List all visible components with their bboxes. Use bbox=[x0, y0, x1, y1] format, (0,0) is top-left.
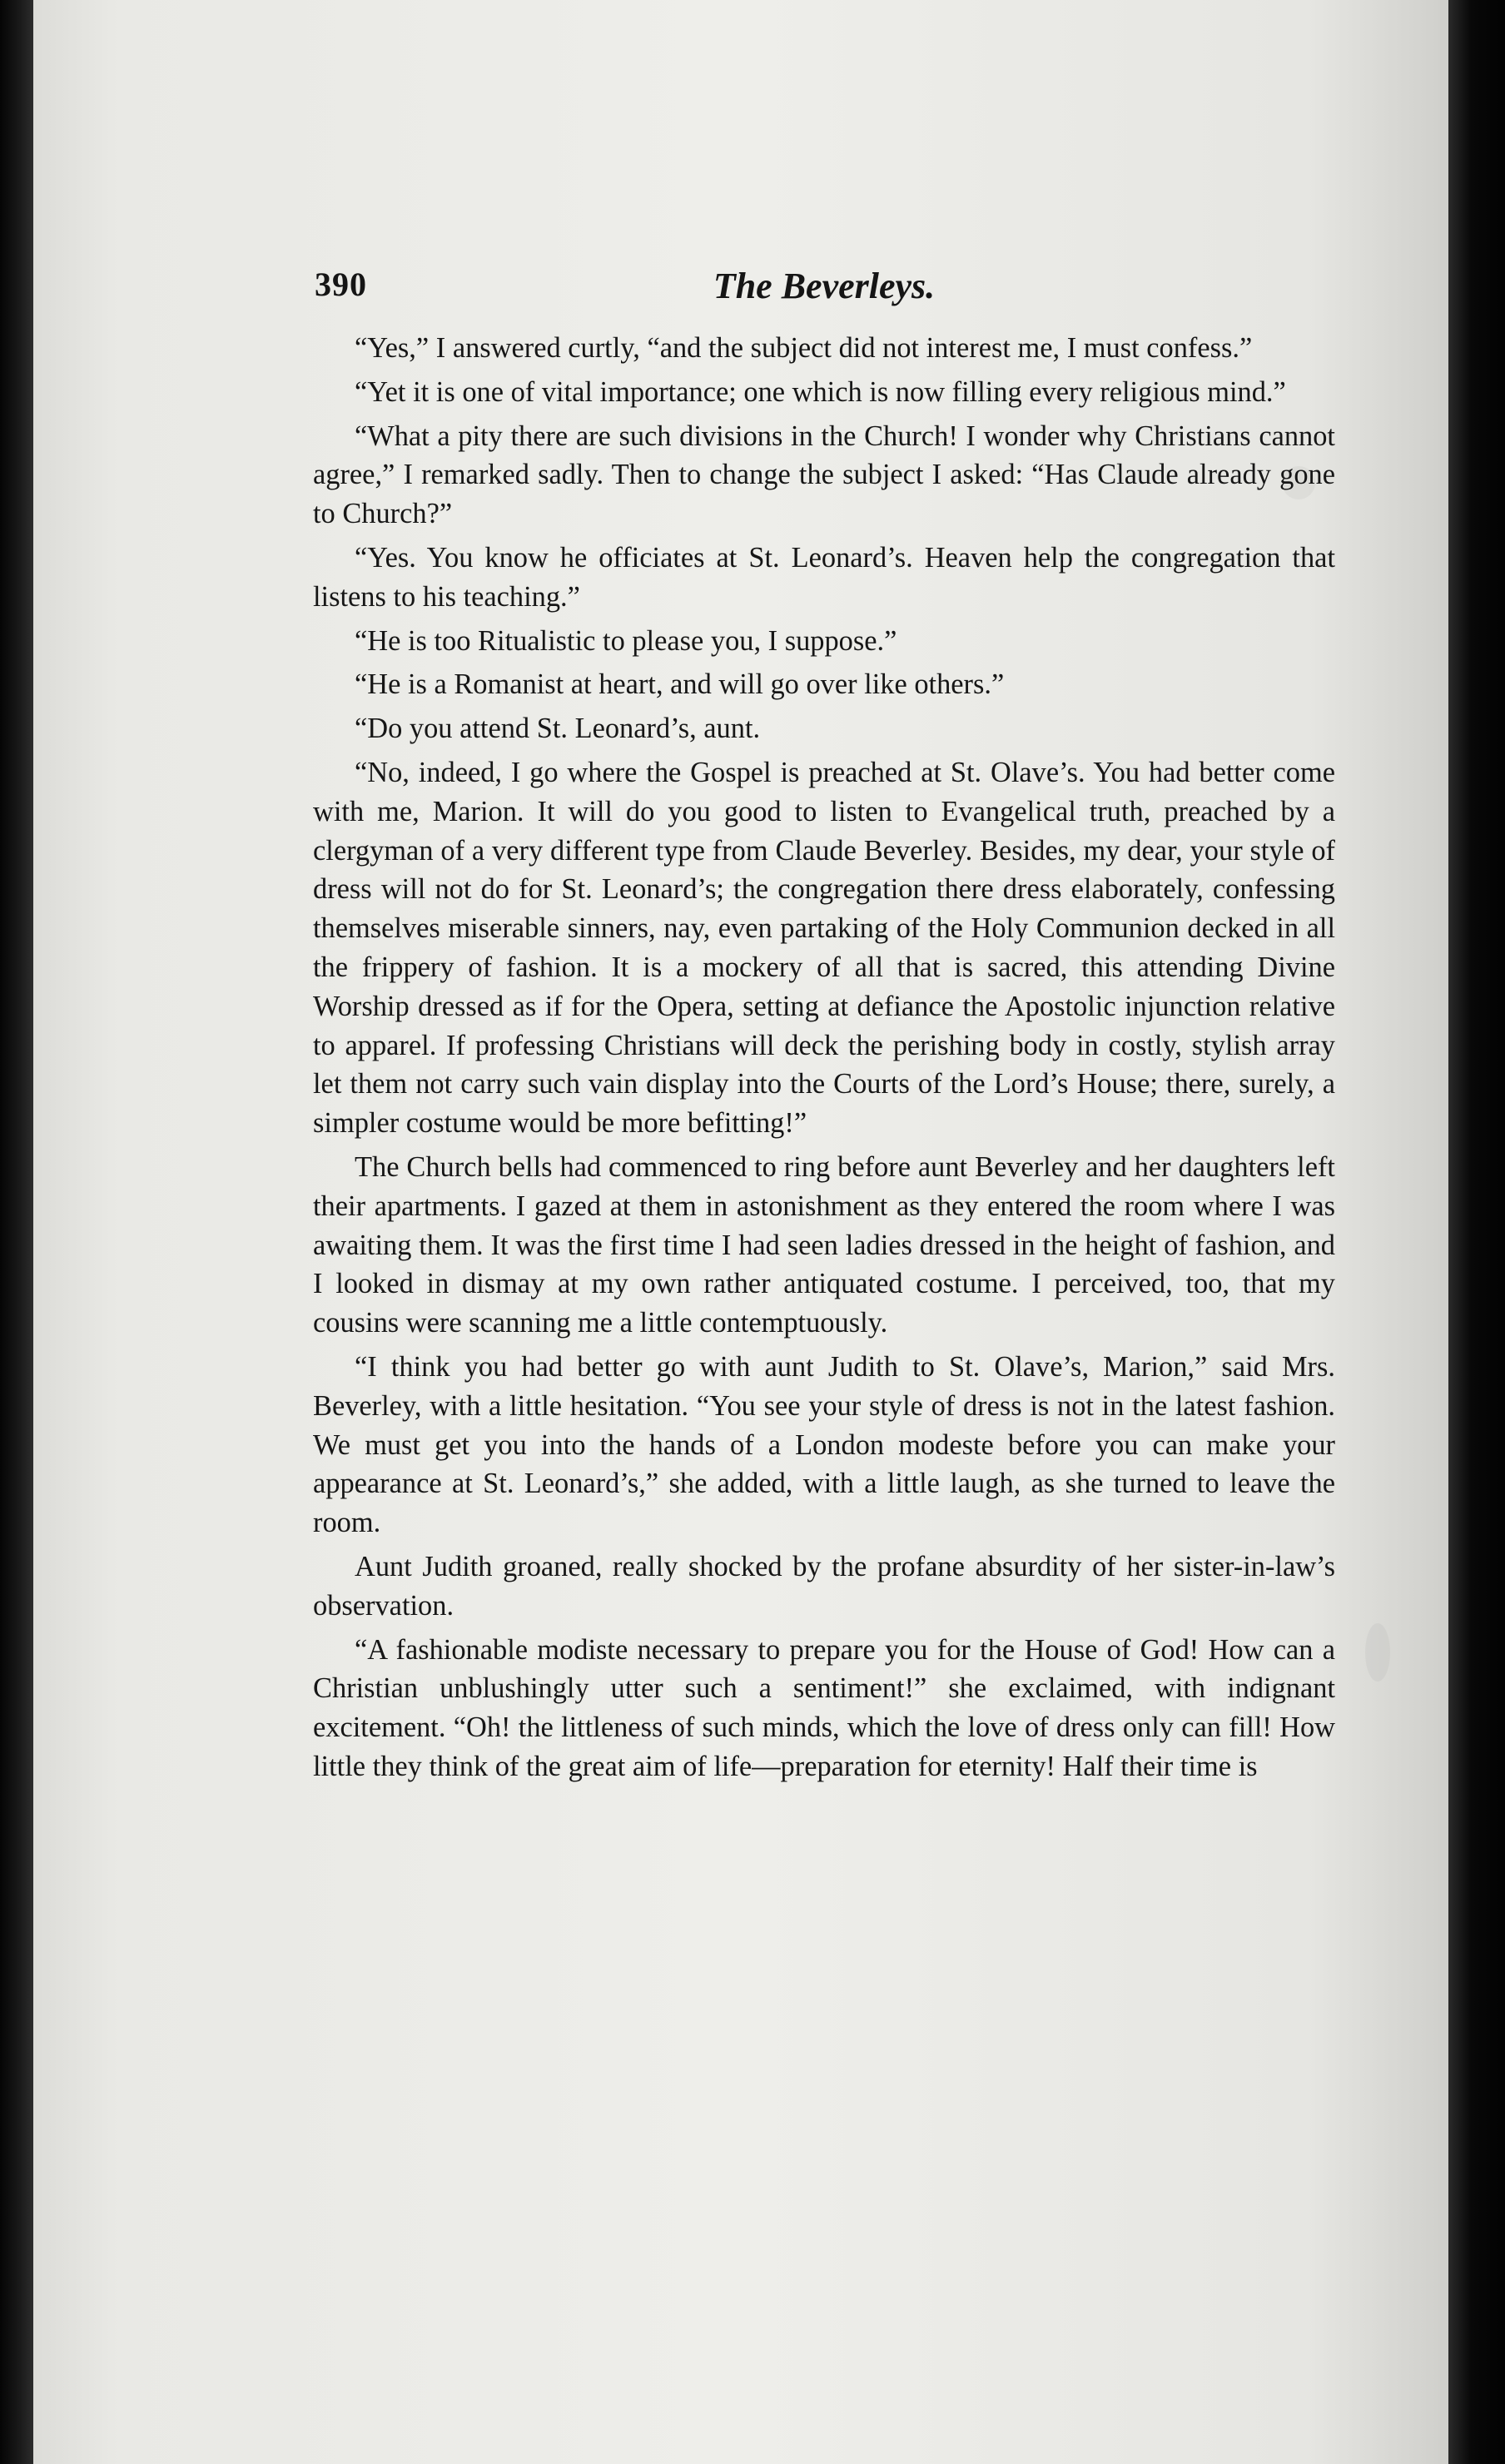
body-text bbox=[313, 329, 1335, 1791]
paragraph: The Church bells had commenced to ring before aunt Beverley and her daughters left their apartments. I gazed at them in astonishment as they entered the room where I was awaiting them. It was the first time I had seen ladies dressed in the height of fashion, and I looked in dismay at my own rather antiquated costume. I perceived, too, that my cousins were scanning me a little contemptuously. bbox=[313, 1150, 1335, 1339]
paragraph: “Yet it is one of vital importance; one which is now filling every religious mind.” bbox=[355, 375, 1286, 408]
page-header bbox=[315, 265, 1334, 315]
paper-stain bbox=[1365, 1623, 1390, 1682]
paragraph: “What a pity there are such divisions in the Church! I wonder why Christians cannot agree,” I remarked sadly. Then to change the subject I asked: “Has Claude already gone to Church?” bbox=[313, 420, 1335, 530]
paragraph: “He is too Ritualistic to please you, I suppose.” bbox=[355, 624, 897, 657]
paragraph: “No, indeed, I go where the Gospel is preached at St. Olave’s. You had better come with me, Marion. It will do you good to listen to Evangelical truth, preached by a clergyman of a very different type from Claude Beverley. Besides, my dear, your style of dress will not do for St. Leonard’s; the congregation there dress elaborately, confessing themselves miserable sinners, nay, even partaking of the Holy Communion decked in all the frippery of fashion. It is a mockery of all that is sacred, this attending Divine Worship dressed as if for the Opera, setting at defiance the Apostolic injunction relative to apparel. If professing Christians will deck the perishing body in costly, stylish array let them not carry such vain display into the Courts of the Lord’s House; there, surely, a simpler costume would be more befitting!” bbox=[313, 756, 1335, 1140]
page-number: 390 bbox=[315, 266, 367, 303]
book-page bbox=[33, 0, 1448, 2464]
scan-left-edge bbox=[0, 0, 33, 2464]
paragraph: Aunt Judith groaned, really shocked by the profane absurdity of her sister-in-law’s observation. bbox=[313, 1550, 1335, 1622]
paragraph: “Do you attend St. Leonard’s, aunt. bbox=[355, 713, 761, 745]
paragraph: “Yes. You know he officiates at St. Leonard’s. Heaven help the congregation that listens to his teaching.” bbox=[313, 541, 1335, 613]
book-spine bbox=[1448, 0, 1505, 2464]
running-title: The Beverleys. bbox=[713, 266, 936, 306]
paragraph: “Yes,” I answered curtly, “and the subject did not interest me, I must confess.” bbox=[355, 332, 1253, 364]
paragraph: “He is a Romanist at heart, and will go over like others.” bbox=[355, 668, 1005, 701]
paragraph: “I think you had better go with aunt Judith to St. Olave’s, Marion,” said Mrs. Beverley, with a little hesitation. “You see your style of dress is not in the latest fashion. We must get you into the hands of a London modeste before you can make your appearance at St. Leonard’s,” she added, with a little laugh, as she turned to leave the room. bbox=[313, 1350, 1335, 1539]
paragraph: “A fashionable modiste necessary to prepare you for the House of God! How can a Christian unblushingly utter such a sentiment!” she exclaimed, with indignant excitement. “Oh! the littleness of such minds, which the love of dress only can fill! How little they think of the great aim of life—preparation for eternity! Half their time is bbox=[313, 1633, 1335, 1782]
